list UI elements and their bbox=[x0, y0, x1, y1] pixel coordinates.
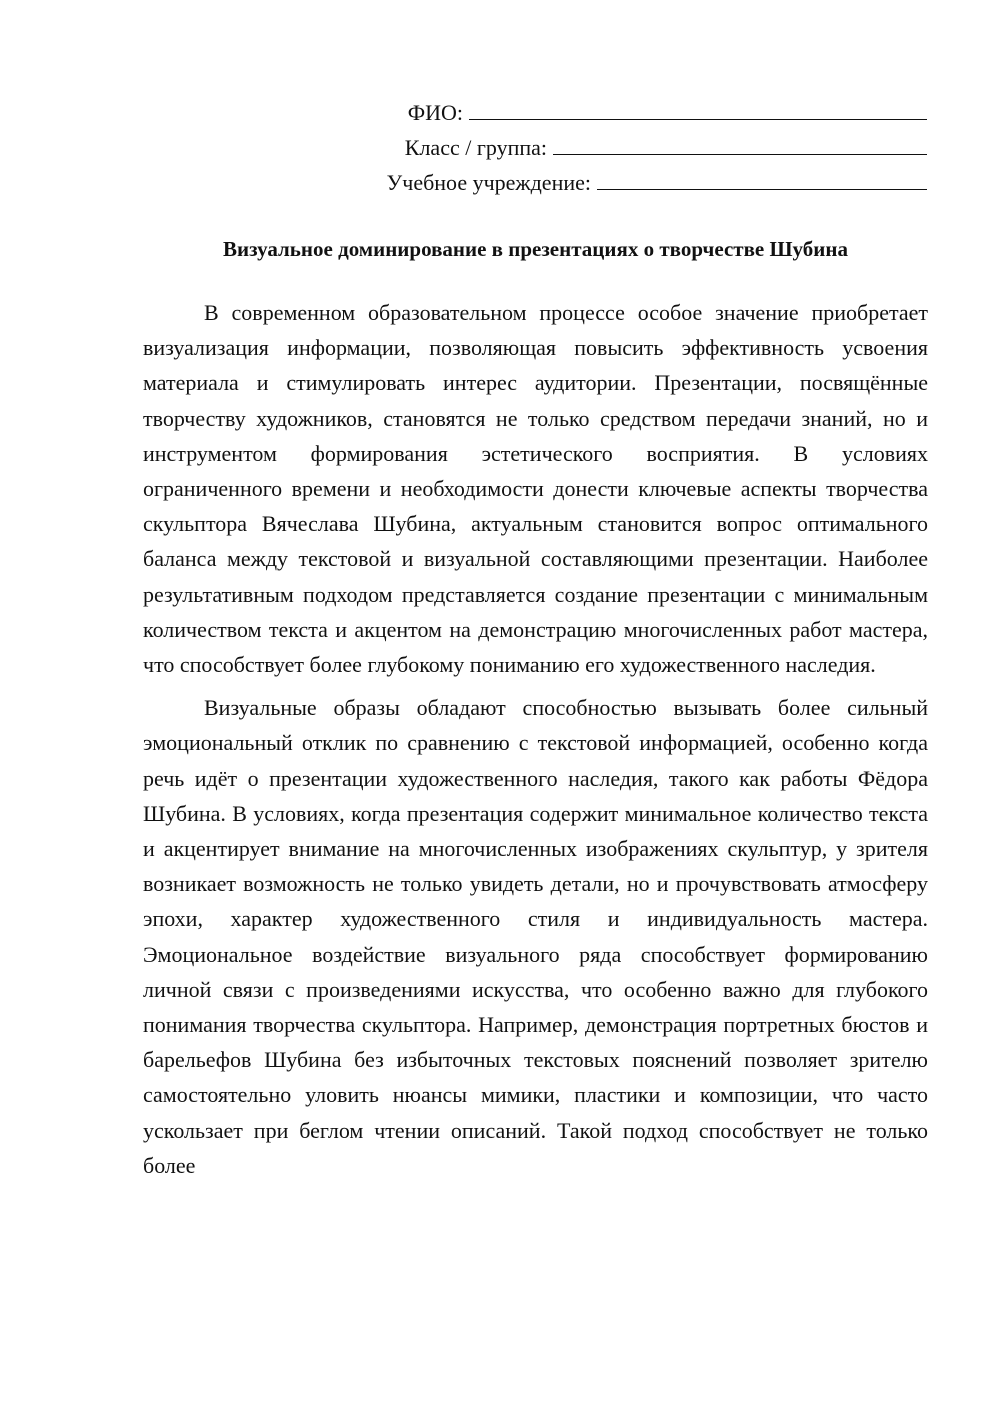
class-blank-line bbox=[553, 132, 927, 155]
school-label: Учебное учреждение: bbox=[386, 170, 591, 195]
paragraph: В современном образовательном процессе особое значение приобретает визуализация информации, позволяющая повысить эффективность усвоения материала и стимулировать интерес аудитории. Презентации, посвящённые творчеству художников, становятся не только средством передачи знаний, но и инструментом формирования эстетического восприятия. В условиях ограниченного времени и необходимости донести ключевые аспекты творчества скульптора Вячеслава Шубина, актуальным становится вопрос оптимального баланса между текстовой и визуальной составляющими презентации. Наиболее результативным подходом представляется создание презентации с минимальным количеством текста и акцентом на демонстрацию многочисленных работ мастера, что способствует более глубокому пониманию его художественного наследия. bbox=[143, 300, 928, 678]
paragraph: Визуальные образы обладают способностью вызывать более сильный эмоциональный отклик по сравнению с текстовой информацией, особенно когда речь идёт о презентации художественного наследия, такого как работы Фёдора Шубина. В условиях, когда презентация содержит минимальное количество текста и акцентирует внимание на многочисленных изображениях скульптур, у зрителя возникает возможность не только увидеть детали, но и прочувствовать атмосферу эпохи, характер художественного стиля и индивидуальность мастера. Эмоциональное воздействие визуального ряда способствует формированию личной связи с произведениями искусства, что особенно важно для глубокого понимания творчества скульптора. Например, демонстрация портретных бюстов и барельефов Шубина без избыточных текстовых пояснений позволяет зрителю самостоятельно уловить нюансы мимики, пластики и композиции, что часто ускользает при беглом чтении описаний. Такой подход способствует не только более bbox=[143, 695, 928, 1178]
fio-label: ФИО: bbox=[407, 100, 463, 125]
school-blank-line bbox=[597, 167, 927, 190]
student-info-fields bbox=[367, 95, 927, 200]
fio-blank-line bbox=[469, 97, 927, 120]
document-body bbox=[143, 295, 928, 1191]
document-title: Визуальное доминирование в презентациях о творчестве Шубина bbox=[223, 237, 848, 261]
school-field bbox=[367, 165, 927, 200]
fio-field bbox=[367, 95, 927, 130]
class-label: Класс / группа: bbox=[404, 135, 547, 160]
class-field bbox=[367, 130, 927, 165]
